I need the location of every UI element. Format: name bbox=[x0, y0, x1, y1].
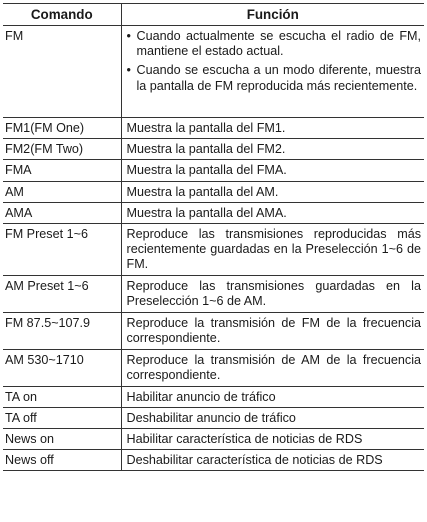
table-row bbox=[3, 312, 424, 349]
bullet-text: Cuando actualmente se escucha el radio de FM, mantiene el estado actual. bbox=[136, 29, 421, 59]
command-cell: FM 87.5~107.9 bbox=[3, 312, 121, 349]
command-cell: TA on bbox=[3, 386, 121, 407]
function-cell: Muestra la pantalla del FM2. bbox=[121, 139, 424, 160]
table-row bbox=[3, 181, 424, 202]
function-cell: Muestra la pantalla del FMA. bbox=[121, 160, 424, 181]
table-row bbox=[3, 450, 424, 471]
command-cell: FM2(FM Two) bbox=[3, 139, 121, 160]
function-cell: Reproduce la transmisión de AM de la frecuencia correspondiente. bbox=[121, 349, 424, 386]
table-row bbox=[3, 224, 424, 276]
function-cell: Muestra la pantalla del FM1. bbox=[121, 118, 424, 139]
function-cell: Reproduce la transmisión de FM de la frecuencia correspondiente. bbox=[121, 312, 424, 349]
bullet-marker: • bbox=[126, 29, 131, 43]
table-row bbox=[3, 202, 424, 223]
header-function: Función bbox=[121, 4, 424, 26]
command-cell: AM Preset 1~6 bbox=[3, 275, 121, 312]
command-cell: FM1(FM One) bbox=[3, 118, 121, 139]
function-cell: Deshabilitar anuncio de tráfico bbox=[121, 407, 424, 428]
command-cell: News on bbox=[3, 429, 121, 450]
function-cell: Muestra la pantalla del AMA. bbox=[121, 202, 424, 223]
function-cell: Habilitar característica de noticias de RDS bbox=[121, 429, 424, 450]
bullet-text: Cuando se escucha a un modo diferente, muestra la pantalla de FM reproducida más recientemente. bbox=[136, 63, 421, 93]
function-cell bbox=[121, 26, 424, 118]
command-cell: TA off bbox=[3, 407, 121, 428]
header-command: Comando bbox=[3, 4, 121, 26]
function-cell: Muestra la pantalla del AM. bbox=[121, 181, 424, 202]
command-cell: FM Preset 1~6 bbox=[3, 224, 121, 276]
table-row bbox=[3, 429, 424, 450]
bullet-marker: • bbox=[126, 63, 131, 78]
bullet-item bbox=[127, 63, 422, 93]
command-cell: News off bbox=[3, 450, 121, 471]
table-header-row bbox=[3, 4, 424, 26]
table-row bbox=[3, 349, 424, 386]
command-cell: FM bbox=[3, 26, 121, 118]
table-row bbox=[3, 386, 424, 407]
function-cell: Deshabilitar característica de noticias de RDS bbox=[121, 450, 424, 471]
table-row bbox=[3, 139, 424, 160]
table-row bbox=[3, 407, 424, 428]
table-row bbox=[3, 160, 424, 181]
bullet-list bbox=[127, 29, 422, 94]
bullet-item bbox=[127, 29, 422, 59]
table-row bbox=[3, 275, 424, 312]
table-row bbox=[3, 118, 424, 139]
table-row bbox=[3, 26, 424, 118]
function-cell: Reproduce las transmisiones guardadas en la Preselección 1~6 de AM. bbox=[121, 275, 424, 312]
function-cell: Reproduce las transmisiones reproducidas más recientemente guardadas en la Preselección 1~6 de FM. bbox=[121, 224, 424, 276]
command-cell: AM bbox=[3, 181, 121, 202]
function-cell: Habilitar anuncio de tráfico bbox=[121, 386, 424, 407]
command-table bbox=[3, 3, 424, 471]
command-cell: FMA bbox=[3, 160, 121, 181]
command-cell: AM 530~1710 bbox=[3, 349, 121, 386]
command-cell: AMA bbox=[3, 202, 121, 223]
